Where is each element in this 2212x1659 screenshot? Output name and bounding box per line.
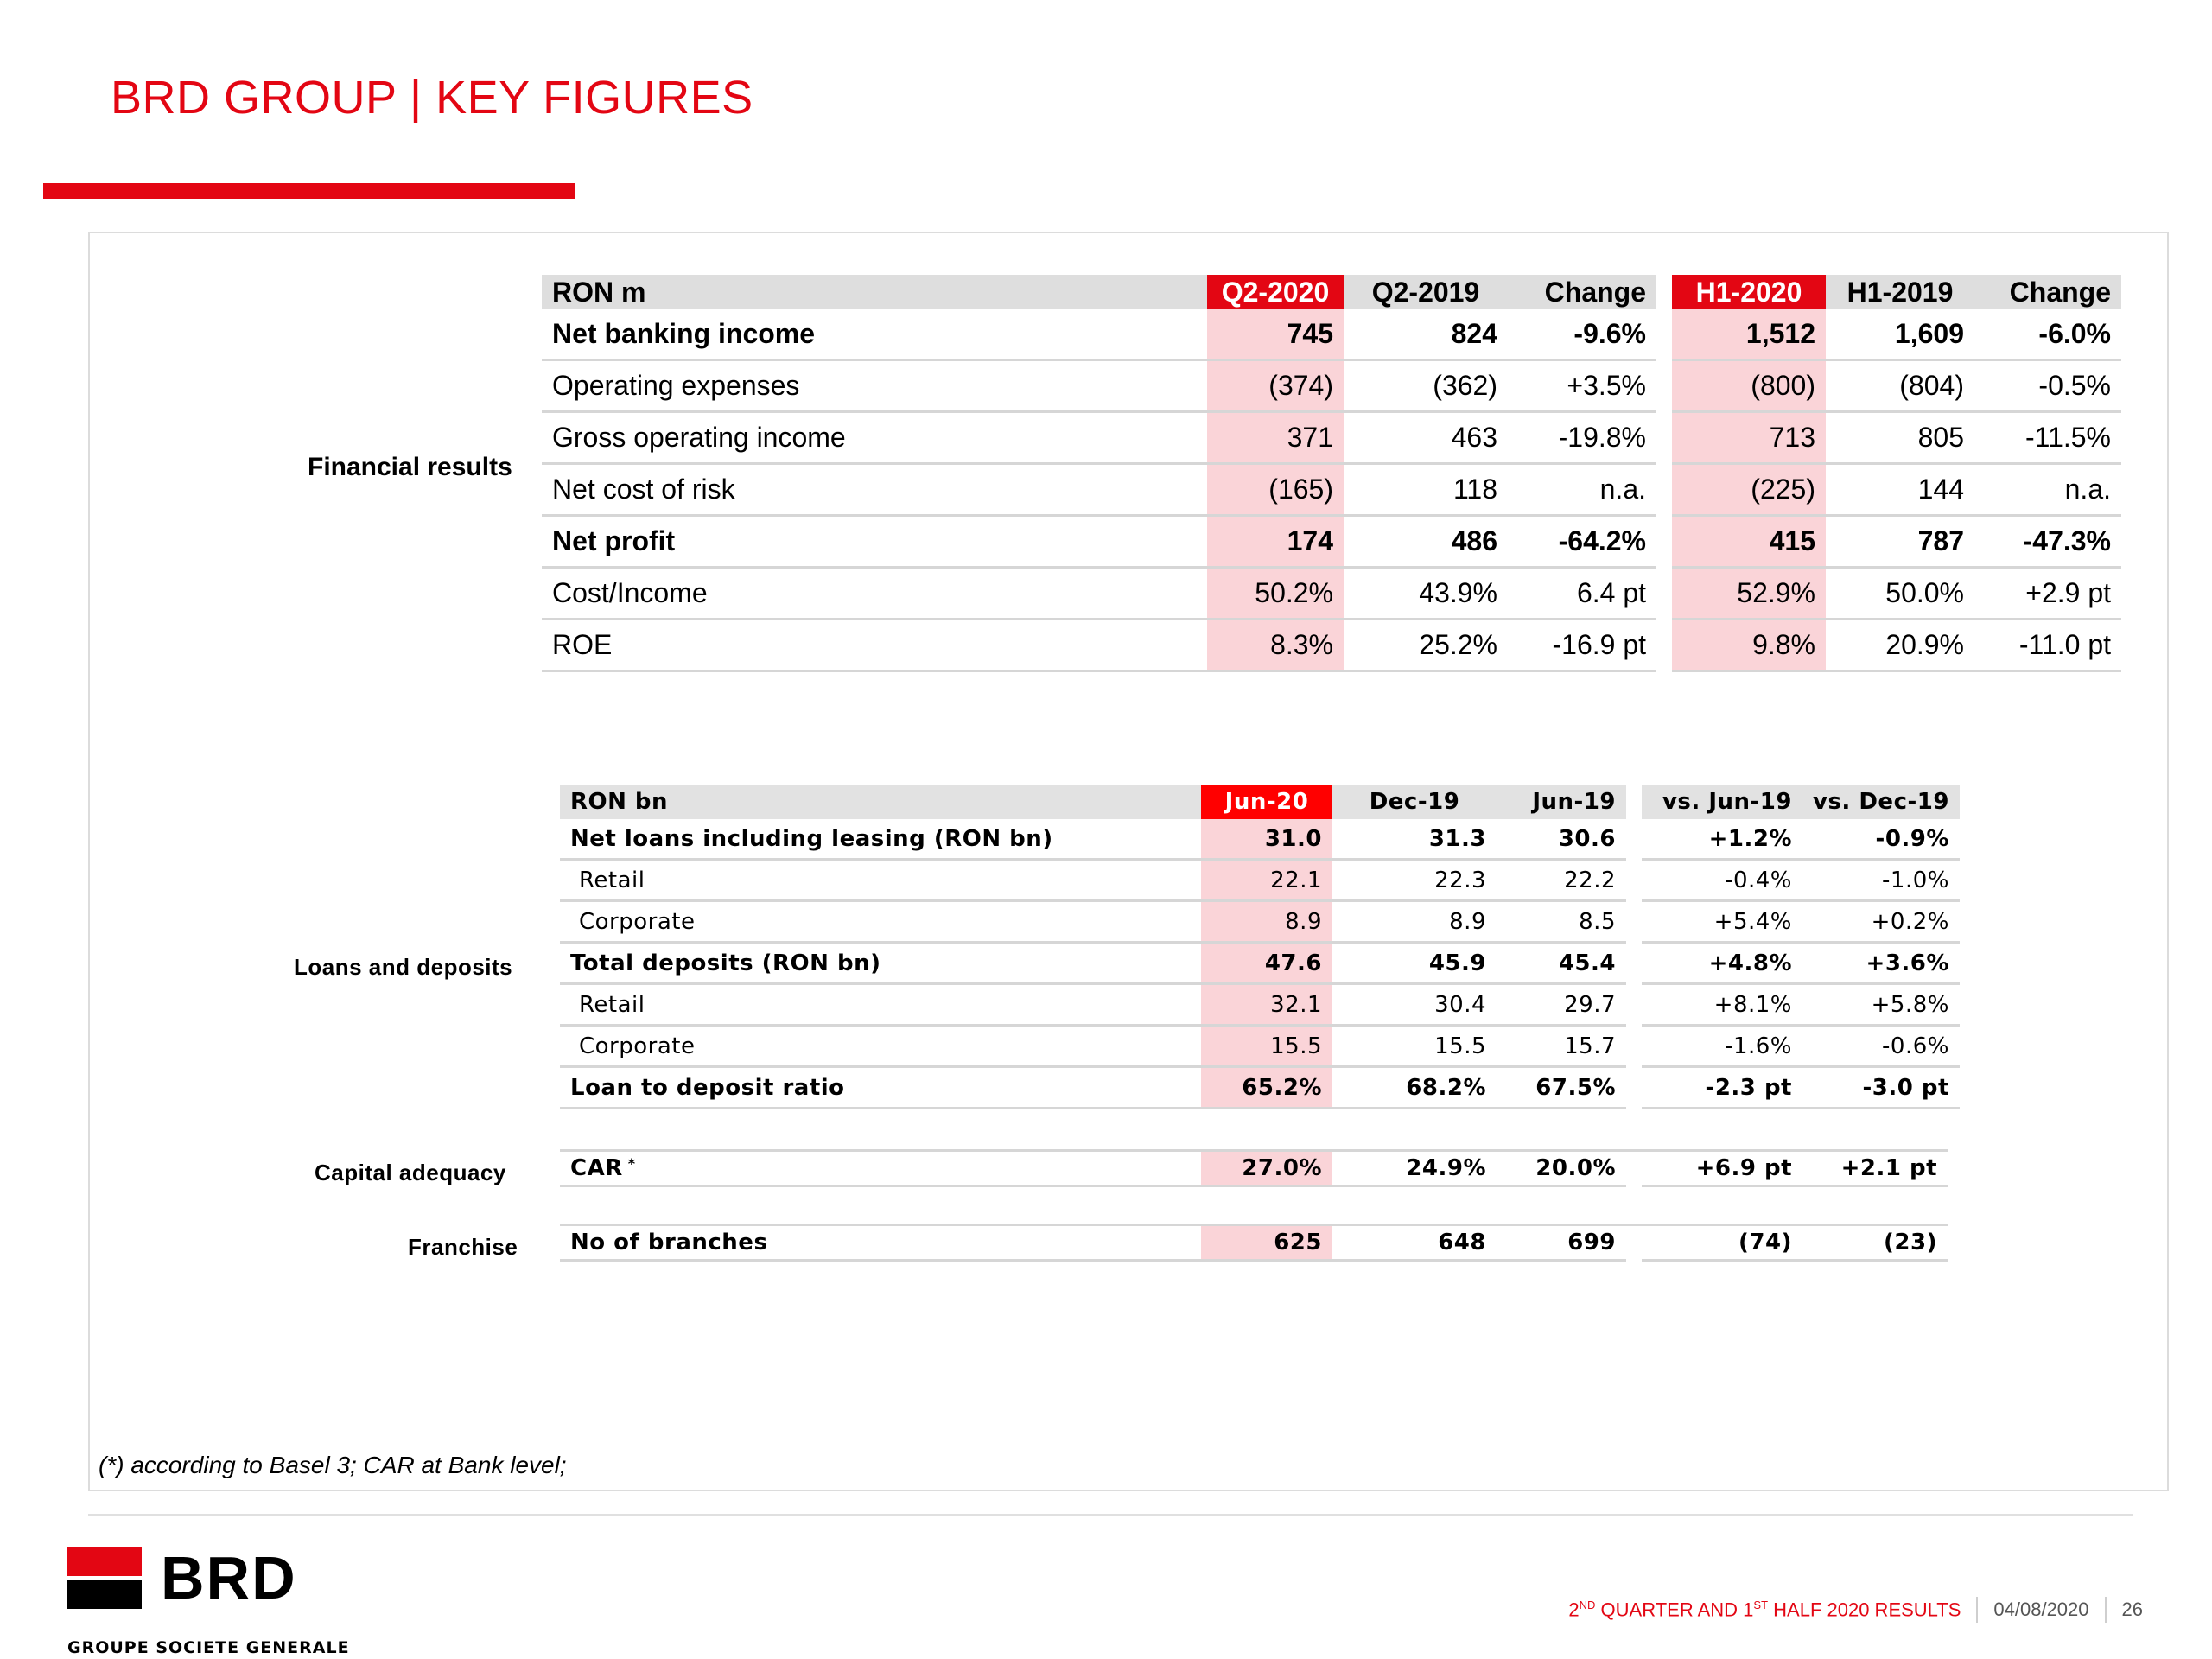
cell-dec-19: 24.9% (1332, 1149, 1497, 1187)
financial-results-table (542, 275, 2121, 672)
cell-vs-dec-19: -3.0 pt (1802, 1068, 1960, 1109)
logo-subtitle: GROUPE SOCIETE GENERALE (67, 1638, 350, 1657)
column-header-q2-2020: Q2-2020 (1207, 275, 1344, 309)
cell-vs-jun-19: +6.9 pt (1642, 1149, 1802, 1187)
cell-change-half: -11.0 pt (1974, 620, 2121, 672)
row-label: Net loans including leasing (RON bn) (560, 819, 1201, 861)
cell-vs-jun-19: +8.1% (1642, 985, 1802, 1027)
cell-q2-2019: 118 (1344, 465, 1508, 517)
footer-info (1568, 1597, 2143, 1623)
row-label: Total deposits (RON bn) (560, 944, 1201, 985)
cell-change-quarter: -16.9 pt (1508, 620, 1656, 672)
table-row (542, 569, 2121, 620)
cell-jun-20: 32.1 (1201, 985, 1332, 1027)
page-title: BRD GROUP | KEY FIGURES (111, 72, 753, 124)
table-row-car (560, 1149, 1948, 1187)
row-label: Net banking income (542, 309, 1207, 361)
footer-separator (1976, 1597, 1978, 1623)
column-header-change-half: Change (1974, 275, 2121, 309)
cell-q2-2020: (374) (1207, 361, 1344, 413)
cell-change-quarter: 6.4 pt (1508, 569, 1656, 620)
logo-wordmark: BRD (161, 1544, 297, 1611)
cell-h1-2019: 144 (1826, 465, 1974, 517)
cell-jun-20: 27.0% (1201, 1149, 1332, 1187)
cell-dec-19: 648 (1332, 1224, 1497, 1262)
table-header-row (542, 275, 2121, 309)
cell-vs-jun-19: -2.3 pt (1642, 1068, 1802, 1109)
cell-q2-2019: 25.2% (1344, 620, 1508, 672)
cell-jun-19: 699 (1497, 1224, 1626, 1262)
cell-dec-19: 15.5 (1332, 1027, 1497, 1068)
cell-h1-2020: 52.9% (1672, 569, 1826, 620)
cell-vs-dec-19: +0.2% (1802, 902, 1960, 944)
cell-change-half: -47.3% (1974, 517, 2121, 569)
presentation-title: 2ND QUARTER AND 1ST HALF 2020 RESULTS (1568, 1598, 1961, 1621)
capital-adequacy-table (560, 1149, 1948, 1187)
cell-change-quarter: -19.8% (1508, 413, 1656, 465)
cell-dec-19: 30.4 (1332, 985, 1497, 1027)
cell-q2-2019: (362) (1344, 361, 1508, 413)
cell-h1-2020: (225) (1672, 465, 1826, 517)
cell-h1-2019: 20.9% (1826, 620, 1974, 672)
presentation-date: 04/08/2020 (1993, 1599, 2089, 1620)
cell-q2-2019: 824 (1344, 309, 1508, 361)
group-label-capital-adequacy: Capital adequacy (315, 1160, 506, 1185)
brd-logo-icon (67, 1547, 142, 1609)
cell-vs-dec-19: -0.6% (1802, 1027, 1960, 1068)
table-row (542, 361, 2121, 413)
cell-jun-19: 20.0% (1497, 1149, 1626, 1187)
cell-change-half: -11.5% (1974, 413, 2121, 465)
cell-change-quarter: n.a. (1508, 465, 1656, 517)
cell-h1-2019: 805 (1826, 413, 1974, 465)
column-header-h1-2019: H1-2019 (1826, 275, 1974, 309)
cell-h1-2019: 787 (1826, 517, 1974, 569)
group-label-franchise: Franchise (408, 1234, 518, 1260)
row-label: Gross operating income (542, 413, 1207, 465)
row-label: Loan to deposit ratio (560, 1068, 1201, 1109)
column-header-jun-19: Jun-19 (1497, 785, 1626, 819)
cell-q2-2020: (165) (1207, 465, 1344, 517)
table-row (560, 1068, 1960, 1109)
cell-q2-2020: 50.2% (1207, 569, 1344, 620)
page-number: 26 (2121, 1599, 2143, 1620)
row-label-car: CAR * (560, 1149, 1201, 1187)
cell-jun-20: 8.9 (1201, 902, 1332, 944)
cell-jun-20: 625 (1201, 1224, 1332, 1262)
cell-change-half: n.a. (1974, 465, 2121, 517)
cell-h1-2020: 9.8% (1672, 620, 1826, 672)
row-label: Retail (560, 985, 1201, 1027)
cell-jun-19: 30.6 (1497, 819, 1626, 861)
cell-q2-2020: 174 (1207, 517, 1344, 569)
cell-vs-dec-19: (23) (1802, 1224, 1948, 1262)
cell-q2-2020: 371 (1207, 413, 1344, 465)
cell-change-half: +2.9 pt (1974, 569, 2121, 620)
row-label: Corporate (560, 902, 1201, 944)
column-header-vs-jun-19: vs. Jun-19 (1642, 785, 1802, 819)
table-row-branches (560, 1224, 1948, 1262)
cell-dec-19: 45.9 (1332, 944, 1497, 985)
cell-h1-2019: 1,609 (1826, 309, 1974, 361)
cell-jun-19: 22.2 (1497, 861, 1626, 902)
table-row (560, 861, 1960, 902)
cell-jun-19: 67.5% (1497, 1068, 1626, 1109)
group-label-financial-results: Financial results (308, 453, 512, 481)
table-row (560, 985, 1960, 1027)
cell-vs-jun-19: +1.2% (1642, 819, 1802, 861)
cell-jun-20: 47.6 (1201, 944, 1332, 985)
cell-jun-20: 31.0 (1201, 819, 1332, 861)
footer-divider (88, 1514, 2133, 1516)
table-row (560, 902, 1960, 944)
row-label: Cost/Income (542, 569, 1207, 620)
franchise-table (560, 1224, 1948, 1262)
cell-vs-jun-19: +5.4% (1642, 902, 1802, 944)
cell-q2-2020: 745 (1207, 309, 1344, 361)
cell-q2-2019: 463 (1344, 413, 1508, 465)
cell-jun-20: 65.2% (1201, 1068, 1332, 1109)
footnote-marker: * (627, 1155, 636, 1172)
table-row (542, 413, 2121, 465)
cell-jun-19: 29.7 (1497, 985, 1626, 1027)
loans-deposits-table (560, 785, 1960, 1109)
cell-vs-jun-19: -1.6% (1642, 1027, 1802, 1068)
cell-h1-2020: (800) (1672, 361, 1826, 413)
row-label: Corporate (560, 1027, 1201, 1068)
group-label-loans-and-deposits: Loans and deposits (294, 954, 513, 980)
cell-h1-2020: 713 (1672, 413, 1826, 465)
row-label: ROE (542, 620, 1207, 672)
cell-h1-2020: 415 (1672, 517, 1826, 569)
cell-dec-19: 22.3 (1332, 861, 1497, 902)
cell-dec-19: 8.9 (1332, 902, 1497, 944)
table-header-row (560, 785, 1960, 819)
cell-change-quarter: +3.5% (1508, 361, 1656, 413)
column-header-change-quarter: Change (1508, 275, 1656, 309)
cell-vs-dec-19: -1.0% (1802, 861, 1960, 902)
table-row (542, 517, 2121, 569)
footnote: (*) according to Basel 3; CAR at Bank level; (99, 1452, 567, 1478)
cell-dec-19: 68.2% (1332, 1068, 1497, 1109)
cell-h1-2019: (804) (1826, 361, 1974, 413)
cell-vs-dec-19: +2.1 pt (1802, 1149, 1948, 1187)
column-header-h1-2020: H1-2020 (1672, 275, 1826, 309)
table-row (560, 944, 1960, 985)
table-row (542, 309, 2121, 361)
table-row (560, 1027, 1960, 1068)
title-underline-bar (43, 183, 575, 199)
cell-change-quarter: -64.2% (1508, 517, 1656, 569)
column-header-unit: RON m (542, 275, 1207, 309)
cell-jun-19: 45.4 (1497, 944, 1626, 985)
row-label: Net cost of risk (542, 465, 1207, 517)
cell-jun-20: 15.5 (1201, 1027, 1332, 1068)
cell-jun-19: 8.5 (1497, 902, 1626, 944)
table-row (560, 819, 1960, 861)
column-header-q2-2019: Q2-2019 (1344, 275, 1508, 309)
cell-h1-2019: 50.0% (1826, 569, 1974, 620)
column-header-unit: RON bn (560, 785, 1201, 819)
cell-vs-dec-19: -0.9% (1802, 819, 1960, 861)
cell-vs-jun-19: (74) (1642, 1224, 1802, 1262)
footer-separator (2105, 1597, 2107, 1623)
cell-dec-19: 31.3 (1332, 819, 1497, 861)
row-label: Operating expenses (542, 361, 1207, 413)
column-header-jun-20: Jun-20 (1201, 785, 1332, 819)
cell-h1-2020: 1,512 (1672, 309, 1826, 361)
row-label: Retail (560, 861, 1201, 902)
cell-vs-dec-19: +3.6% (1802, 944, 1960, 985)
table-row (542, 465, 2121, 517)
row-label: Net profit (542, 517, 1207, 569)
cell-q2-2019: 43.9% (1344, 569, 1508, 620)
cell-vs-jun-19: -0.4% (1642, 861, 1802, 902)
cell-q2-2019: 486 (1344, 517, 1508, 569)
cell-q2-2020: 8.3% (1207, 620, 1344, 672)
column-header-vs-dec-19: vs. Dec-19 (1802, 785, 1960, 819)
cell-change-quarter: -9.6% (1508, 309, 1656, 361)
row-label-branches: No of branches (560, 1224, 1201, 1262)
cell-jun-20: 22.1 (1201, 861, 1332, 902)
cell-jun-19: 15.7 (1497, 1027, 1626, 1068)
table-row (542, 620, 2121, 672)
cell-vs-jun-19: +4.8% (1642, 944, 1802, 985)
cell-change-half: -6.0% (1974, 309, 2121, 361)
column-header-dec-19: Dec-19 (1332, 785, 1497, 819)
cell-change-half: -0.5% (1974, 361, 2121, 413)
cell-vs-dec-19: +5.8% (1802, 985, 1960, 1027)
